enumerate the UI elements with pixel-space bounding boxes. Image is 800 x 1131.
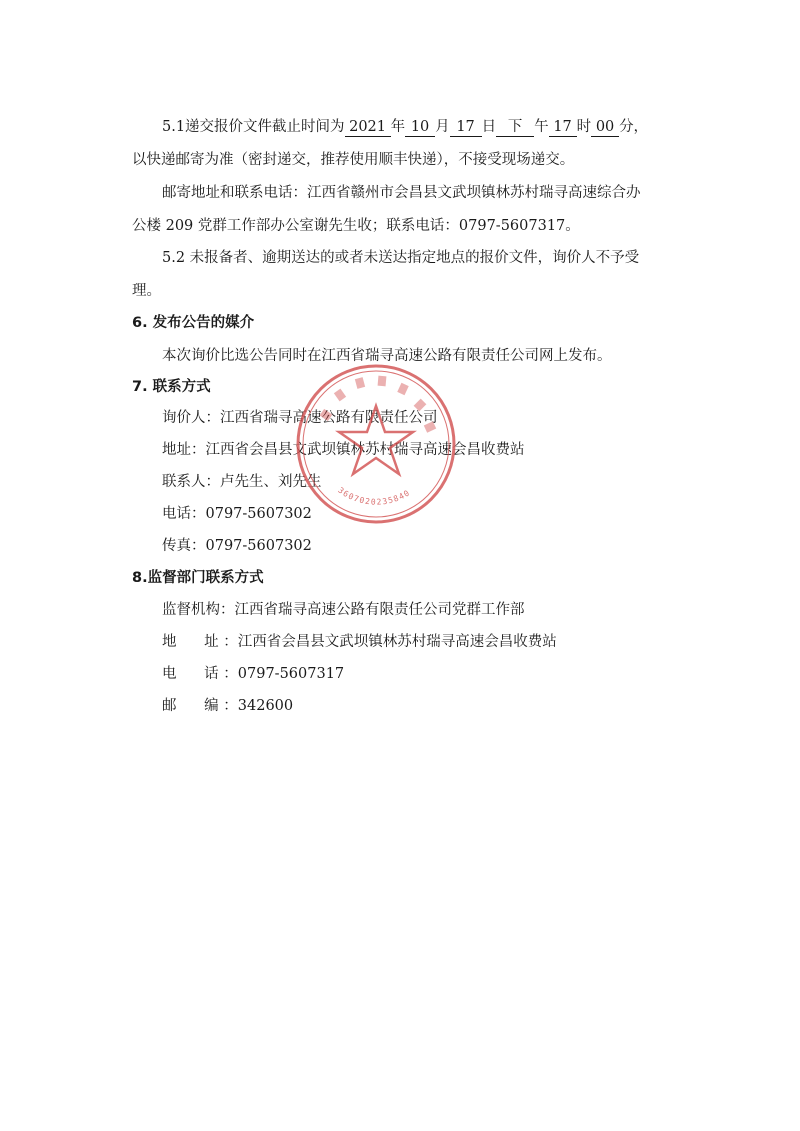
deadline-minute: 00 [591, 119, 619, 137]
month-unit: 月 [435, 119, 450, 135]
deadline-line [162, 117, 648, 137]
deadline-line-2: 以快递邮寄为准（密封递交，推荐使用顺丰快递），不接受现场递交。 [132, 152, 575, 168]
supervisor-address-line: 地 址 ：江西省会昌县文武坝镇林苏村瑞寻高速会昌收费站 [162, 634, 557, 650]
phone-line: 电话：0797-5607302 [162, 506, 312, 522]
inquirer-line: 询价人：江西省瑞寻高速公路有限责任公司 [162, 410, 438, 426]
hour-unit: 时 [576, 119, 592, 135]
rejection-clause-line-1: 5.2 未报备者、逾期送达的或者未送达指定地点的报价文件，询价人不予受 [162, 250, 640, 266]
year-unit: 年 [390, 119, 406, 135]
deadline-prefix: 5.1递交报价文件截止时间为 [162, 119, 345, 135]
period-unit: 午 [534, 119, 549, 135]
section-7-heading: 7. 联系方式 [132, 379, 211, 395]
deadline-year: 2021 [345, 119, 391, 137]
supervisor-postcode-line: 邮 编 ：342600 [162, 698, 294, 714]
rejection-clause-line-2: 理。 [132, 283, 161, 299]
fax-line: 传真：0797-5607302 [162, 538, 312, 554]
deadline-day: 17 [450, 119, 482, 137]
supervisor-org-line: 监督机构：江西省瑞寻高速公路有限责任公司党群工作部 [162, 602, 525, 618]
deadline-month: 10 [405, 119, 435, 137]
minute-unit: 分， [619, 119, 649, 135]
day-unit: 日 [481, 119, 497, 135]
deadline-period: 下 [496, 119, 534, 137]
company-seal-stamp [292, 360, 460, 528]
address-line: 地址：江西省会昌县文武坝镇林苏村瑞寻高速会昌收费站 [162, 442, 525, 458]
section-8-heading: 8.监督部门联系方式 [132, 570, 264, 586]
seal-number: 3607020235840 [336, 485, 412, 507]
supervisor-phone-line: 电 话 ：0797-5607317 [162, 666, 345, 682]
seal-star-icon [339, 406, 413, 474]
section-6-body: 本次询价比选公告同时在江西省瑞寻高速公路有限责任公司网上发布。 [162, 348, 612, 364]
mailing-address-line-1: 邮寄地址和联系电话：江西省赣州市会昌县文武坝镇林苏村瑞寻高速综合办 [162, 185, 641, 201]
seal-inner-ring [303, 371, 449, 517]
contacts-line: 联系人：卢先生、刘先生 [162, 474, 322, 490]
deadline-hour: 17 [549, 119, 577, 137]
mailing-address-line-2: 公楼 209 党群工作部办公室谢先生收；联系电话：0797-5607317。 [132, 218, 580, 234]
section-6-heading: 6. 发布公告的媒介 [132, 315, 255, 331]
